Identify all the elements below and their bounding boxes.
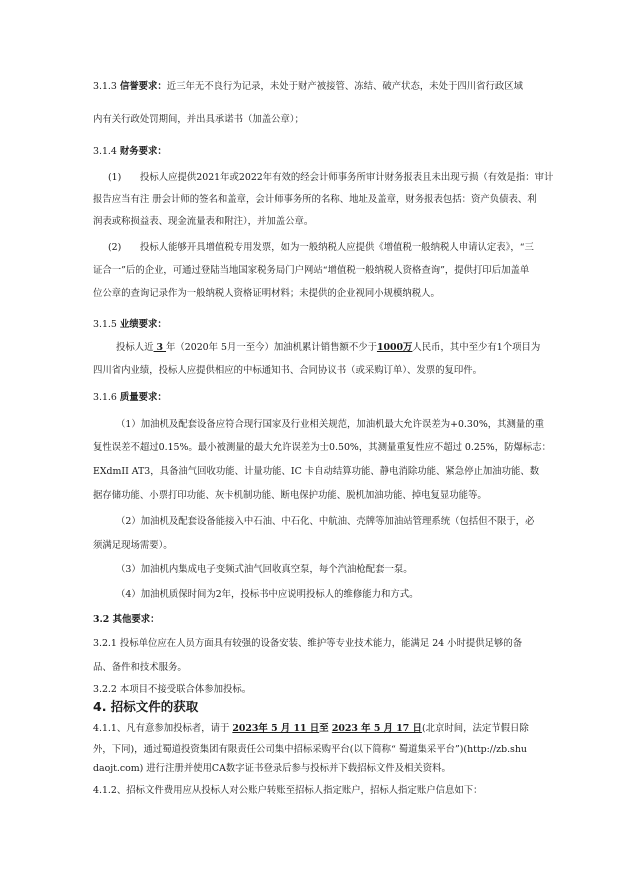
section-number: 3.1.5 bbox=[93, 319, 117, 330]
amount-value: 1000万 bbox=[376, 342, 413, 353]
section-3-1-3-line-2: 内有关行政处罚期间，并出具承诺书（加盖公章）； bbox=[93, 114, 304, 125]
section-number: 3.1.3 bbox=[93, 81, 117, 92]
section-3-1-4-header bbox=[93, 145, 548, 158]
text-segment: 投标人近 bbox=[116, 342, 154, 353]
text-segment: 4.1.1、凡有意参加投标者，请于 bbox=[93, 723, 233, 734]
quality-item-1-line-4: 据存储功能、小票打印功能、灰卡机制功能、断电保护功能、脱机加油功能、掉电复显功能等。 bbox=[93, 490, 487, 501]
finance-item-2-line-3: 位公章的查询记录作为一般纳税人资格证明材料；未提供的企业视同小规模纳税人。 bbox=[93, 288, 440, 299]
text-segment: (北京时间，法定节假日除 bbox=[421, 723, 529, 734]
section-title: 信誉要求： bbox=[119, 81, 167, 92]
start-date: 2023年 5 月 11 日 bbox=[232, 723, 320, 734]
other-req-3-2-1-line-2: 品、备件和技术服务。 bbox=[93, 662, 187, 673]
years-value: 3 bbox=[156, 342, 164, 353]
end-date: 2023 年 5 月 17 日 bbox=[331, 723, 422, 734]
text-segment: 年（2020年 5月一至今）加油机累计销售额不少于 bbox=[166, 342, 377, 353]
section-number: 3.1.4 bbox=[93, 146, 117, 157]
section-3-2-title: 3.2 其他要求： bbox=[93, 614, 160, 625]
quality-item-1-line-3: EXdmII AT3，具备油气回收功能、计量功能、IC 卡自动结算功能、静电消除功能、紧急停止加油功能、数 bbox=[93, 466, 540, 477]
other-req-3-2-2: 3.2.2 本项目不接受联合体参加投标。 bbox=[93, 684, 252, 695]
other-req-3-2-1-line-1: 3.2.1 投标单位应在人员方面具有较强的设备安装、维护等专业技术能力，能满足 24 小时提供足够的备 bbox=[93, 638, 523, 649]
finance-item-1-line-2: 报告应当有注 册会计师的签名和盖章，会计师事务所的名称、地址及盖章，财务报表包括：资产负债表、利 bbox=[93, 194, 537, 205]
finance-item-2-line-2: 证合一”后的企业，可通过登陆当地国家税务局门户网站“增值税一般纳税人资格查询”，提供打印后加盖单 bbox=[93, 265, 530, 276]
quality-item-1-line-1: （1）加油机及配套设备应符合现行国家及行业相关规范，加油机最大允许误差为+0.30%，其测量的重 bbox=[116, 419, 544, 430]
acquisition-4-1-1-line-2: 外，下同)，通过蜀道投资集团有限责任公司集中招标采购平台(以下简称“ 蜀道集采平台”)(http://zb.shu bbox=[93, 744, 527, 755]
section-3-1-6-header bbox=[93, 391, 548, 404]
finance-item-1-line-3: 润表或称损益表、现金流量表和附注），并加盖公章。 bbox=[93, 216, 314, 227]
quality-item-1-line-2: 复性误差不超过0.15%。最小被测量的最大允许误差为士0.50%，其测量重复性应不超过 0.25%，防爆标志： bbox=[93, 442, 551, 453]
section-title: 业绩要求： bbox=[119, 319, 167, 330]
finance-item-1-line-1: (1) 投标人应提供2021年或2022年有效的经会计师事务所审计财务报表且未出现亏损（有效是指：审计 bbox=[108, 172, 554, 183]
quality-item-2-line-1: （2）加油机及配套设备能接入中石油、中石化、中航油、壳牌等加油站管理系统（包括但不限于，必 bbox=[116, 516, 535, 527]
quality-item-3: （3）加油机内集成电子变频式油气回收真空泵，每个汽油枪配套一泵。 bbox=[116, 564, 413, 575]
performance-line-1 bbox=[116, 341, 571, 354]
acquisition-4-1-1-line-3: daojt.com) 进行注册并使用CA数字证书登录后参与投标并下载招标文件及相关资料。 bbox=[93, 763, 451, 774]
text-segment: 人民币，其中至少有1个项目为 bbox=[412, 342, 541, 353]
paragraph-text: 近三年无不良行为记录，未处于财产被接管、冻结、破产状态，未处于四川省行政区域 bbox=[166, 81, 523, 92]
acquisition-4-1-1-line-1 bbox=[93, 722, 548, 735]
section-3-1-3-line-1 bbox=[93, 80, 548, 93]
section-title: 财务要求： bbox=[119, 146, 167, 157]
section-number: 3.1.6 bbox=[93, 392, 117, 403]
quality-item-2-line-2: 须满足现场需要）。 bbox=[93, 540, 173, 551]
section-4-heading: 4. 招标文件的获取 bbox=[93, 699, 199, 714]
finance-item-2-line-1: (2) 投标人能够开具增值税专用发票，如为一般纳税人应提供《增值税一般纳税人申请认定表》，“三 bbox=[108, 242, 534, 253]
performance-line-2: 四川省内业绩，投标人应提供相应的中标通知书、合同协议书（或采购订单）、发票的复印件。 bbox=[93, 365, 483, 376]
section-3-1-5-header bbox=[93, 318, 548, 331]
text-segment: 至 bbox=[319, 723, 332, 734]
section-title: 质量要求： bbox=[119, 392, 167, 403]
quality-item-4: （4）加油机质保时间为2年，投标书中应说明投标人的维修能力和方式。 bbox=[116, 589, 419, 600]
acquisition-4-1-2: 4.1.2、招标文件费用应从投标人对公账户转账至招标人指定账户，招标人指定账户信息如下： bbox=[93, 785, 483, 796]
